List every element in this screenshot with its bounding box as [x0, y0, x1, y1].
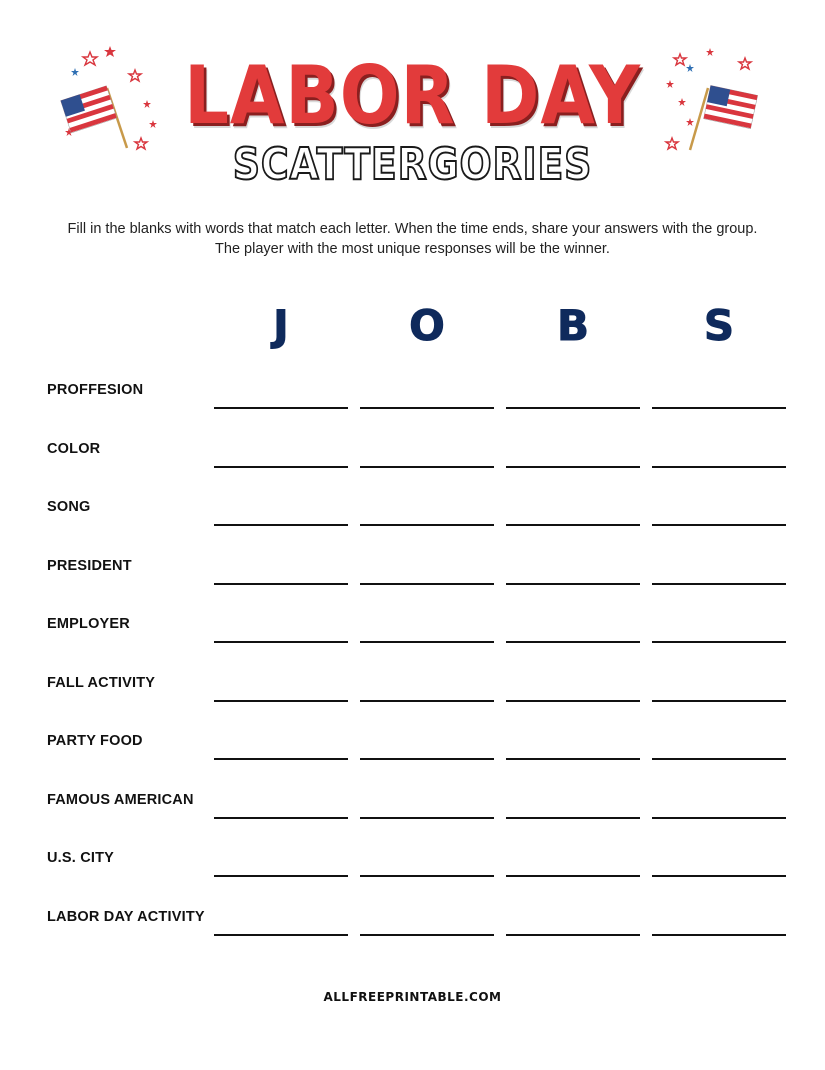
american-flag-icon	[660, 40, 770, 160]
answer-blank[interactable]	[652, 407, 786, 409]
answer-blank[interactable]	[506, 758, 640, 760]
answer-blank[interactable]	[506, 466, 640, 468]
answer-blank[interactable]	[214, 758, 348, 760]
category-row	[0, 782, 825, 840]
answer-blank[interactable]	[506, 934, 640, 936]
answer-blank[interactable]	[360, 407, 494, 409]
answer-blank[interactable]	[214, 583, 348, 585]
letter-s: S	[703, 301, 735, 350]
category-label: PARTY FOOD	[47, 733, 143, 749]
category-label: EMPLOYER	[47, 616, 130, 632]
page-header	[0, 40, 825, 200]
category-row	[0, 899, 825, 957]
title-labor-day: LABOR DAY	[184, 49, 641, 142]
answer-blank[interactable]	[652, 758, 786, 760]
answer-blank[interactable]	[652, 466, 786, 468]
category-label: FAMOUS AMERICAN	[47, 791, 194, 808]
answer-blank[interactable]	[506, 817, 640, 819]
answer-blank[interactable]	[652, 700, 786, 702]
category-row	[0, 840, 825, 898]
instructions-line-2: The player with the most unique responses will be the winner.	[215, 241, 610, 257]
category-row	[0, 489, 825, 547]
footer-site-url: ALLFREEPRINTABLE.COM	[323, 990, 502, 1004]
letter-j: J	[273, 301, 289, 350]
answer-blank[interactable]	[506, 700, 640, 702]
category-row	[0, 372, 825, 430]
answer-blank[interactable]	[506, 583, 640, 585]
answer-blank[interactable]	[214, 641, 348, 643]
category-row	[0, 431, 825, 489]
category-label: FALL ACTIVITY	[47, 674, 156, 691]
answer-blank[interactable]	[214, 875, 348, 877]
column-letters	[0, 298, 825, 358]
answer-blank[interactable]	[652, 934, 786, 936]
answer-blank[interactable]	[360, 817, 494, 819]
category-row	[0, 606, 825, 664]
answer-blank[interactable]	[652, 875, 786, 877]
category-label: U.S. CITY	[47, 850, 115, 866]
category-label: PRESIDENT	[47, 557, 132, 574]
answer-blank[interactable]	[652, 524, 786, 526]
answer-blank[interactable]	[652, 641, 786, 643]
category-row	[0, 548, 825, 606]
category-label: PROFFESION	[47, 382, 144, 398]
answer-blank[interactable]	[214, 524, 348, 526]
category-label: LABOR DAY ACTIVITY	[47, 908, 205, 925]
answer-blank[interactable]	[360, 524, 494, 526]
flag-stars-right	[660, 40, 770, 160]
answer-blank[interactable]	[360, 641, 494, 643]
category-row	[0, 665, 825, 723]
letter-b: B	[556, 301, 589, 350]
answer-blank[interactable]	[214, 700, 348, 702]
answer-blank[interactable]	[360, 583, 494, 585]
answer-blank[interactable]	[506, 641, 640, 643]
answer-blank[interactable]	[360, 758, 494, 760]
category-label: COLOR	[47, 440, 101, 457]
answer-blank[interactable]	[214, 407, 348, 409]
answer-blank[interactable]	[214, 934, 348, 936]
answer-blank[interactable]	[214, 817, 348, 819]
answer-blank[interactable]	[652, 583, 786, 585]
answer-blank[interactable]	[360, 700, 494, 702]
answer-blank[interactable]	[506, 875, 640, 877]
answer-blank[interactable]	[360, 466, 494, 468]
category-label: SONG	[47, 499, 91, 515]
title-scattergories: SCATTERGORIES	[232, 139, 593, 190]
answer-blank[interactable]	[214, 466, 348, 468]
instructions-line-1: Fill in the blanks with words that match each letter. When the time ends, share your answers with the group.	[67, 221, 758, 237]
answer-blank[interactable]	[506, 407, 640, 409]
answer-blank[interactable]	[360, 875, 494, 877]
letter-o: O	[409, 301, 445, 350]
answer-blank[interactable]	[360, 934, 494, 936]
answer-blank[interactable]	[652, 817, 786, 819]
instructions	[40, 219, 785, 259]
answer-blank[interactable]	[506, 524, 640, 526]
category-row	[0, 723, 825, 781]
